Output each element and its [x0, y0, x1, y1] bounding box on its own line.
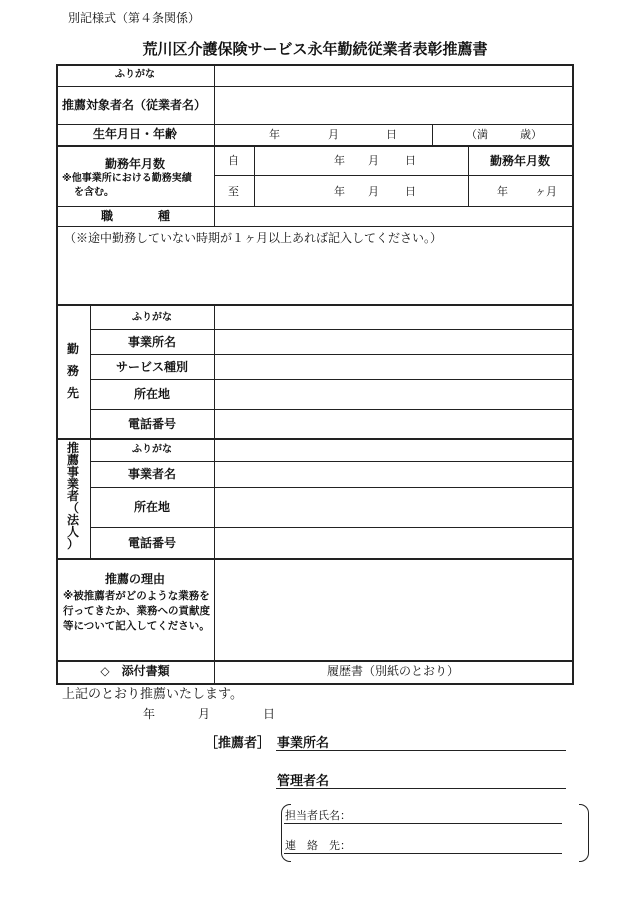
footer-month-label: 月: [198, 707, 211, 721]
remarks-note: （※途中勤務していない時期が１ヶ月以上あれば記入してください。）: [64, 231, 443, 245]
service-total-label: 勤務年月数: [489, 154, 550, 168]
recommender-corp-group-label: 推 薦 事 業 者 （ 法 人 ）: [66, 441, 79, 551]
manager-name-label: 管理者名: [277, 774, 330, 789]
birth-day-label: 日: [386, 128, 397, 141]
statement-text: 上記のとおり推薦いたします。: [62, 687, 243, 702]
years-service-note-1: ※他事業所における勤務実績: [62, 173, 192, 184]
footer-year-label: 年: [143, 707, 156, 721]
workplace-service-type-label: サービス種別: [115, 360, 188, 374]
person-in-charge-line[interactable]: [284, 823, 562, 824]
to-year-label: 年: [334, 185, 345, 198]
page-title: 荒川区介護保険サービス永年勤続従業者表彰推薦書: [142, 40, 488, 58]
corp-business-name-label: 事業者名: [127, 467, 176, 481]
age-open-label: （満: [466, 128, 488, 141]
corp-phone-label: 電話番号: [127, 536, 176, 550]
office-name-line[interactable]: [276, 750, 566, 751]
reason-label: 推薦の理由: [104, 572, 165, 586]
workplace-group-label: 勤 務 先: [66, 342, 79, 400]
from-year-label: 年: [334, 154, 345, 167]
from-label: 自: [228, 154, 239, 167]
form-reference: 別記様式（第４条関係）: [68, 11, 201, 25]
birthdate-label: 生年月日・年齢: [92, 127, 177, 141]
furigana-label: ふりがな: [115, 69, 155, 80]
birth-year-label: 年: [269, 128, 280, 141]
workplace-phone-label: 電話番号: [127, 417, 176, 431]
birth-month-label: 月: [328, 128, 339, 141]
attachments-label: ◇ 添付書類: [100, 664, 170, 678]
job-type-label-1: 職: [101, 209, 114, 223]
corp-address-label: 所在地: [133, 500, 170, 514]
from-day-label: 日: [405, 154, 416, 167]
person-in-charge-label: 担当者氏名：: [285, 809, 351, 822]
years-service-note-2: を含む。: [74, 187, 114, 198]
years-service-label: 勤務年月数: [104, 157, 165, 171]
contact-label: 連 絡 先：: [285, 839, 351, 852]
reason-note: ※被推薦者がどのような業務を行ってきたか、業務への貢献度等について記入してください。: [63, 590, 210, 632]
age-close-label: 歳）: [520, 128, 542, 141]
from-month-label: 月: [368, 154, 379, 167]
recommender-label: ［推薦者］: [205, 736, 271, 751]
office-name-label: 事業所名: [277, 736, 330, 751]
contact-line[interactable]: [284, 853, 562, 854]
workplace-furigana-label: ふりがな: [132, 312, 172, 323]
workplace-address-label: 所在地: [133, 387, 170, 401]
nominee-name-label: 推薦対象者名（従業者名）: [62, 98, 207, 112]
to-month-label: 月: [368, 185, 379, 198]
footer-day-label: 日: [263, 707, 276, 721]
manager-name-line[interactable]: [276, 788, 566, 789]
corp-furigana-label: ふりがな: [132, 444, 172, 455]
to-day-label: 日: [405, 185, 416, 198]
attachments-value: 履歴書（別紙のとおり）: [326, 664, 459, 678]
total-year-label: 年: [497, 185, 508, 198]
workplace-office-name-label: 事業所名: [127, 335, 176, 349]
job-type-label-2: 種: [158, 209, 171, 223]
total-month-label: ヶ月: [535, 185, 557, 198]
to-label: 至: [228, 185, 239, 198]
